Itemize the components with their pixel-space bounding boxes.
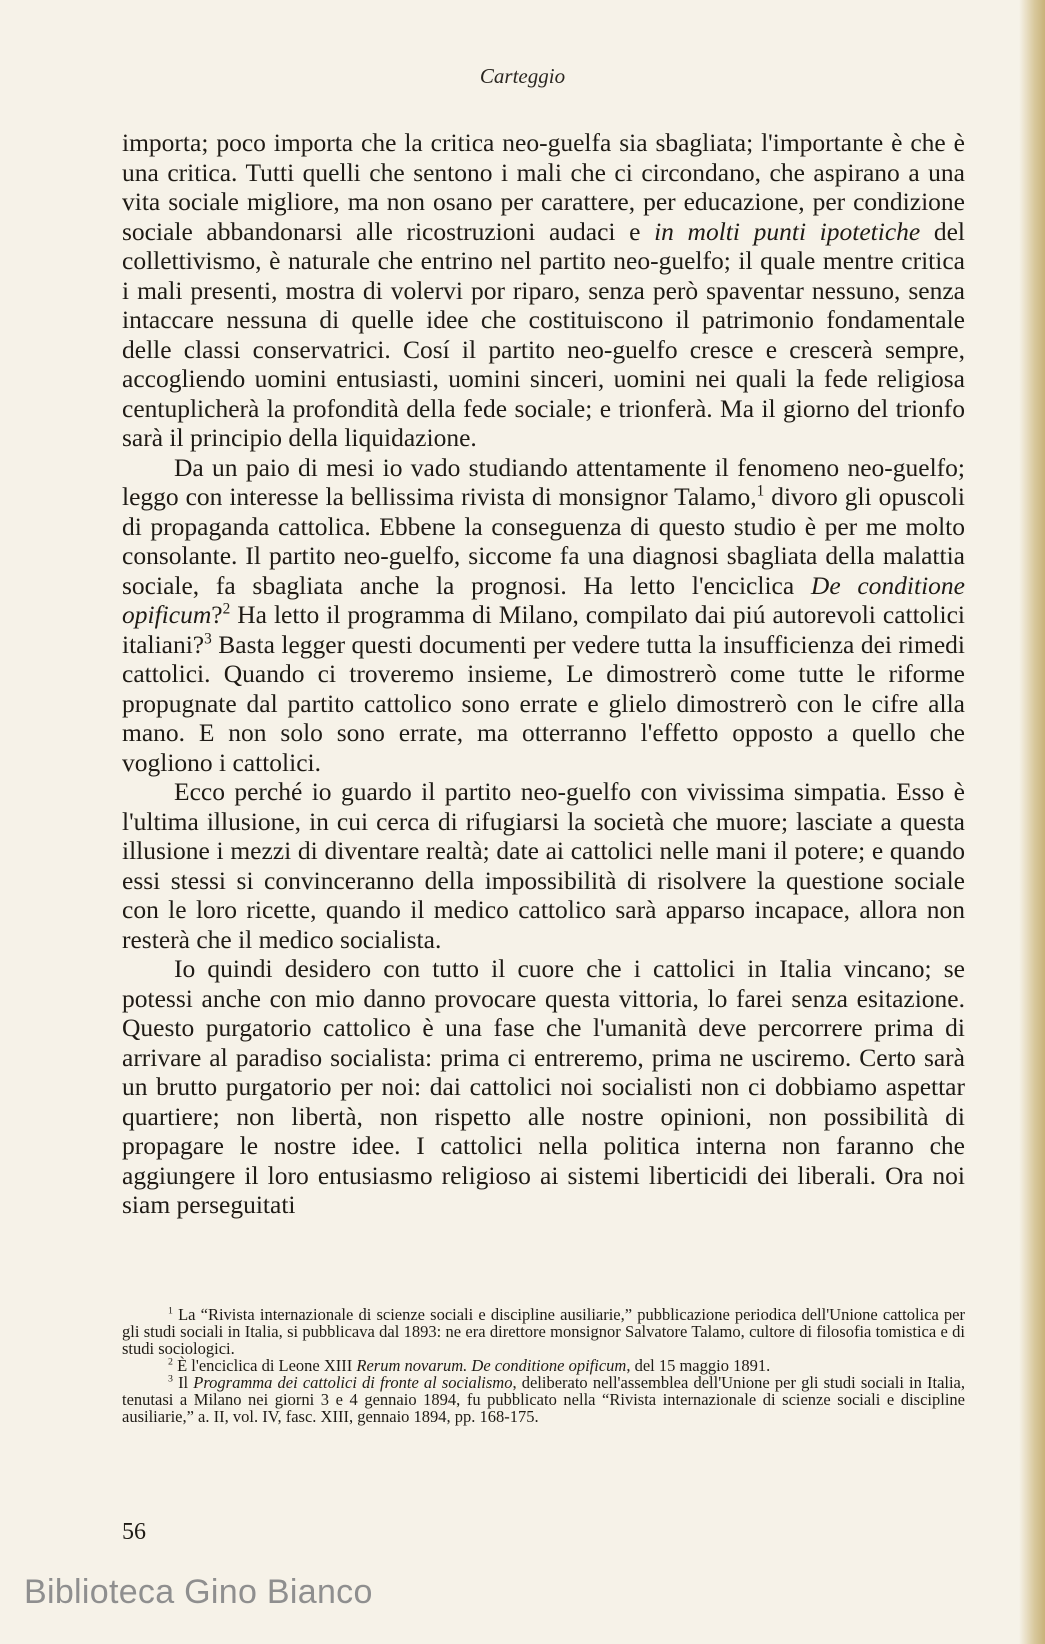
italic-run: De conditione opificum: [122, 570, 965, 629]
text-run: importa; poco importa che la critica neo-guelfa sia sbagliata; l'importante è che è una critica. Tutti quelli che sentono i mali che ci circondano, che aspirano a una vita sociale migliore, ma non osano per carattere, per educazione, per condizione sociale abbandonarsi alle ricostruzioni audaci e: [122, 128, 965, 246]
library-watermark: Biblioteca Gino Bianco: [24, 1573, 373, 1611]
paragraph-4: Io quindi desidero con tutto il cuore che i cattolici in Italia vincano; se potessi anche con mio danno provocare questa vittoria, lo farei senza esitazione. Questo purgatorio cattolico è una fase che l'umanità deve percorrere prima di arrivare al paradiso socialista: prima ci entreremo, prima ne usciremo. Certo sarà un brutto purgatorio per noi: dai cattolici noi socialisti non ci dobbiamo aspettar quartiere; non libertà, non rispetto alle nostre opinioni, non possibilità di propagare le nostre idee. I cattolici nella politica interna non faranno che aggiungere il loro entusiasmo religioso ai sistemi liberticidi dei liberali. Ora noi siam perseguitati: [122, 954, 965, 1219]
text-run: Ha letto il programma di Milano, compilato dai piú autorevoli cattolici italiani?: [122, 600, 965, 659]
text-run: Da un paio di mesi io vado studiando attentamente il fenomeno neo-guelfo; leggo con interesse la bellissima rivista di monsignor Talamo,: [122, 452, 965, 511]
paragraph-3: Ecco perché io guardo il partito neo-guelfo con vivissima simpatia. Esso è l'ultima illusione, in cui cerca di rifugiarsi la società che muore; lasciate a questa illusione i mezzi di diventare realtà; date ai cattolici nelle mani il potere; e quando essi stessi si convinceranno della impossibilità di risolvere la questione sociale con le loro ricette, quando il medico cattolico sarà apparso incapace, allora non resterà che il medico socialista.: [122, 777, 965, 954]
footnotes: [122, 1306, 965, 1425]
paragraph-1: [122, 128, 965, 453]
footnote-marker: 1: [756, 482, 765, 500]
text-run: È l'enciclica di Leone XIII: [172, 1356, 357, 1375]
footnote-marker: 3: [204, 630, 212, 647]
footnote-marker: 2: [222, 600, 231, 618]
text-run: ?: [211, 600, 223, 629]
italic-run: Programma dei cattolici di fronte al socialismo: [193, 1373, 513, 1392]
page-number: 56: [122, 1519, 146, 1545]
footnote-2: [122, 1357, 965, 1374]
footnote-1: [122, 1306, 965, 1357]
footnote-marker: 1: [168, 1305, 173, 1317]
footnote-marker: 3: [168, 1373, 173, 1385]
italic-run: Rerum novarum. De conditione opificum: [356, 1356, 627, 1375]
footnote-marker: 2: [168, 1356, 173, 1368]
paragraph-2: [122, 453, 965, 778]
running-header: Carteggio: [479, 64, 566, 88]
footnote-3: [122, 1374, 965, 1425]
text-run: , del 15 maggio 1891.: [626, 1356, 771, 1375]
text-run: Il: [172, 1373, 194, 1392]
page-edge-shadow: [1019, 0, 1045, 1644]
text-run: , deliberato nell'assemblea dell'Unione per gli studi sociali in Italia, tenutasi a Milano nei giorni 3 e 4 gennaio 1894, fu pubblicato nella “Rivista internazionale di scienze sociali e discipline ausiliarie,” a. II, vol. IV, fasc. XIII, gennaio 1894, pp. 168-175.: [122, 1373, 966, 1426]
italic-run: in molti punti ipotetiche: [654, 216, 921, 246]
text-run: La “Rivista internazionale di scienze sociali e discipline ausiliarie,” pubblicazione periodica dell'Unione cattolica per gli studi sociali in Italia, si pubblicava dal 1893: ne era direttore monsignor Salvatore Talamo, cultore di filosofia tomistica e di studi sociologici.: [122, 1305, 965, 1358]
text-run: Basta legger questi documenti per vedere tutta la insufficienza dei rimedi cattolici. Quando ci troveremo insieme, Le dimostrerò come tutte le riforme propugnate dal partito cattolico sono errate e glielo dimostrerò con le cifre alla mano. E non solo sono errate, ma otterranno l'effetto opposto a quello che vogliono i cattolici.: [122, 629, 965, 777]
letter-body: [122, 128, 965, 1220]
text-run: del collettivismo, è naturale che entrino nel partito neo-guelfo; il quale mentre critica i mali presenti, mostra di volervi por riparo, senza però spaventar nessuno, senza intaccare nessuna di quelle idee che costituiscono il patrimonio fondamentale delle classi conservatrici. Cosí il partito neo-guelfo cresce e crescerà sempre, accogliendo uomini entusiasti, uomini sinceri, uomini nei quali la fede religiosa centuplicherà la profondità della fede sociale; e trionferà. Ma il giorno del trionfo sarà il principio della liquidazione.: [122, 216, 966, 452]
text-run: divoro gli opuscoli di propaganda cattolica. Ebbene la conseguenza di questo studio è per me molto consolante. Il partito neo-guelfo, siccome fa una diagnosi sbagliata della malattia sociale, fa sbagliata anche la prognosi. Ha letto l'enciclica: [122, 482, 965, 600]
